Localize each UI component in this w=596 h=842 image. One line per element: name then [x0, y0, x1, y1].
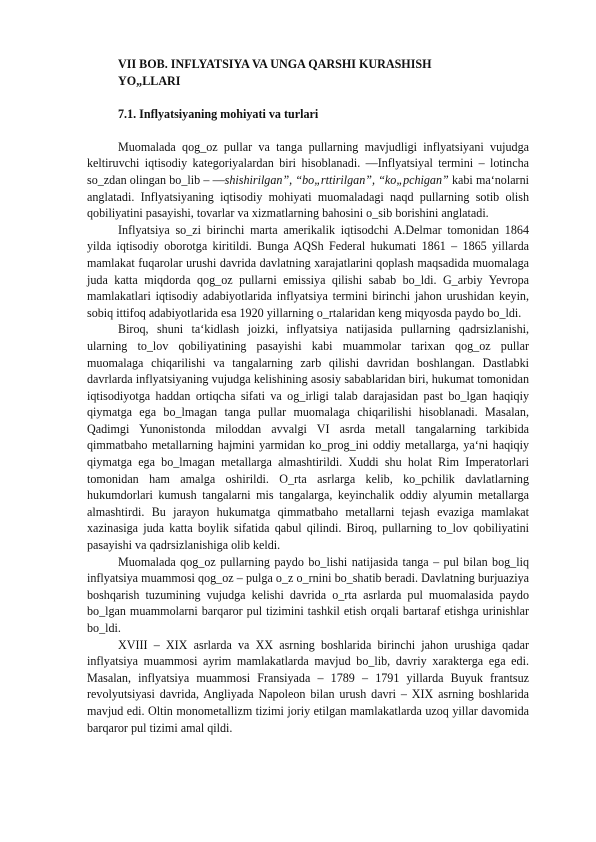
chapter-title-line2: YO„LLARI [118, 73, 181, 88]
document-page [87, 56, 529, 736]
paragraph-4: Muomalada qog_oz pullarning paydo bo_lishi natijasida tanga – pul bilan bog_liq inflyatsiya muammosi qog_oz – pulga o_z o_rnini bo_shatib beradi. Davlatning burjuaziya boshqarish tuzumining vujudga kelishi davrida o_rta asrlarda pul muomalasida paydo bo_lgan muammolarni barqaror pul tizimini tashkil etish orqali bartaraf etishga urinishlar bo_ldi. [87, 554, 529, 635]
section-heading: 7.1. Inflyatsiyaning mohiyati va turlari [118, 107, 319, 122]
paragraph-1-part-a: Muomalada qog_oz pullar va tanga pullarning mavjudligi inflyatsiyani vujudga keltiruvchi iqtisodiy kategoriyalardan biri hisoblanadi. ―Inflyatsiyal termini – lotincha so_zdan olingan bo_lib – [87, 139, 529, 187]
paragraph-5: XVIII – XIX asrlarda va XX asrning boshlarida birinchi jahon urushiga qadar inflyatsiya muammosi ayrim mamlakatlarda mavjud bo_lib, davriy xarakterga ega edi. Masalan, inflyatsiya muammosi Fransiyada – 1789 – 1791 yillarda Buyuk frantsuz revolyutsiyasi davrida, Angliyada Napoleon bilan urush davri – XIX asrning boshlarida mavjud edi. Oltin monometallizm tizimi joriy etilgan mamlakatlarda uzoq yillar davomida barqaror pul tizimi amal qildi. [87, 637, 529, 735]
paragraph-3: Biroq, shuni ta‘kidlash joizki, inflyatsiya natijasida pullarning qadrsizlanishi, ularning to_lov qobiliyatining pasayishi kabi muammolar tarixan qog_oz pullar muomalaga chiqarilishi va tangalarning zarb qilishi davridan boshlangan. Dastlabki davrlarda inflyatsiyaning vujudga kelishining asosiy sabablaridan biri, hukumat tomonidan iqtisodiyotga haddan ortiqcha sifati va og_irligi talab darajasidan past bo_lgan haqiqiy qiymatga ega bo_lmagan tanga pullar muomalaga chiqarilishi hisoblanadi. Masalan, Qadimgi Yunonistonda miloddan avvalgi VI asrda metall tangalarning tarkibida qimmatbaho metallarning hajmini yarmidan ko_prog_ini oddiy metallarga, ya‘ni haqiqiy qiymatga ega bo_lmagan metallarga almashtirildi. Xuddi shu holat Rim Imperatorlari tomonidan ham amalga oshirildi. O_rta asrlarga kelib, ko_pchilik davlatlarning hukumdorlari kumush tangalarni mis tangalarga, keyinchalik oddiy alyumin metallarga almashtirdi. Bu jarayon hukumatga qimmatbaho metallarni tejash evaziga mamlakat xazinasiga juda katta boylik sifatida qabul qilindi. Biroq, pullarning to_lov qobiliyatini pasayishi va qadrsizlanishiga olib keldi. [87, 322, 529, 553]
paragraph-2: Inflyatsiya so_zi birinchi marta amerikalik iqtisodchi A.Delmar tomonidan 1864 yilda iqtisodiy oborotga kiritildi. Bunga AQSh Federal hukumati 1861 – 1865 yillarda mamlakat fuqarolar urushi davrida davlatning xarajatlarini qoplash maqsadida muomalaga juda katta miqdorda qog_oz pullarni emissiya qilishi sabab bo_ldi. G_arbiy Yevropa mamlakatlari iqtisodiy adabiyotlarida inflyatsiya termini birinchi jahon urushidan keyin, sobiq ittifoq adabiyotlarida esa 1920 yillarning o_rtalaridan keng miqyosda paydo bo_ldi. [87, 222, 529, 320]
paragraph-1-italic-terms: ―shishirilgan”, “bo„rttirilgan”, “ko„pchigan” [212, 172, 449, 187]
paragraph-1 [87, 139, 529, 222]
chapter-title-line1: VII BOB. INFLYATSIYA VA UNGA QARSHI KURASHISH [118, 57, 432, 71]
chapter-heading [118, 56, 529, 89]
paragraph-1-part-c: kabi ma‘nolarni anglatadi. Inflyatsiyaning iqtisodiy mohiyati muomaladagi naqd pullarning sotib olish qobiliyatini pasayishi, tovarlar va xizmatlarning bahosini o_sib borishini anglatadi. [87, 172, 529, 221]
